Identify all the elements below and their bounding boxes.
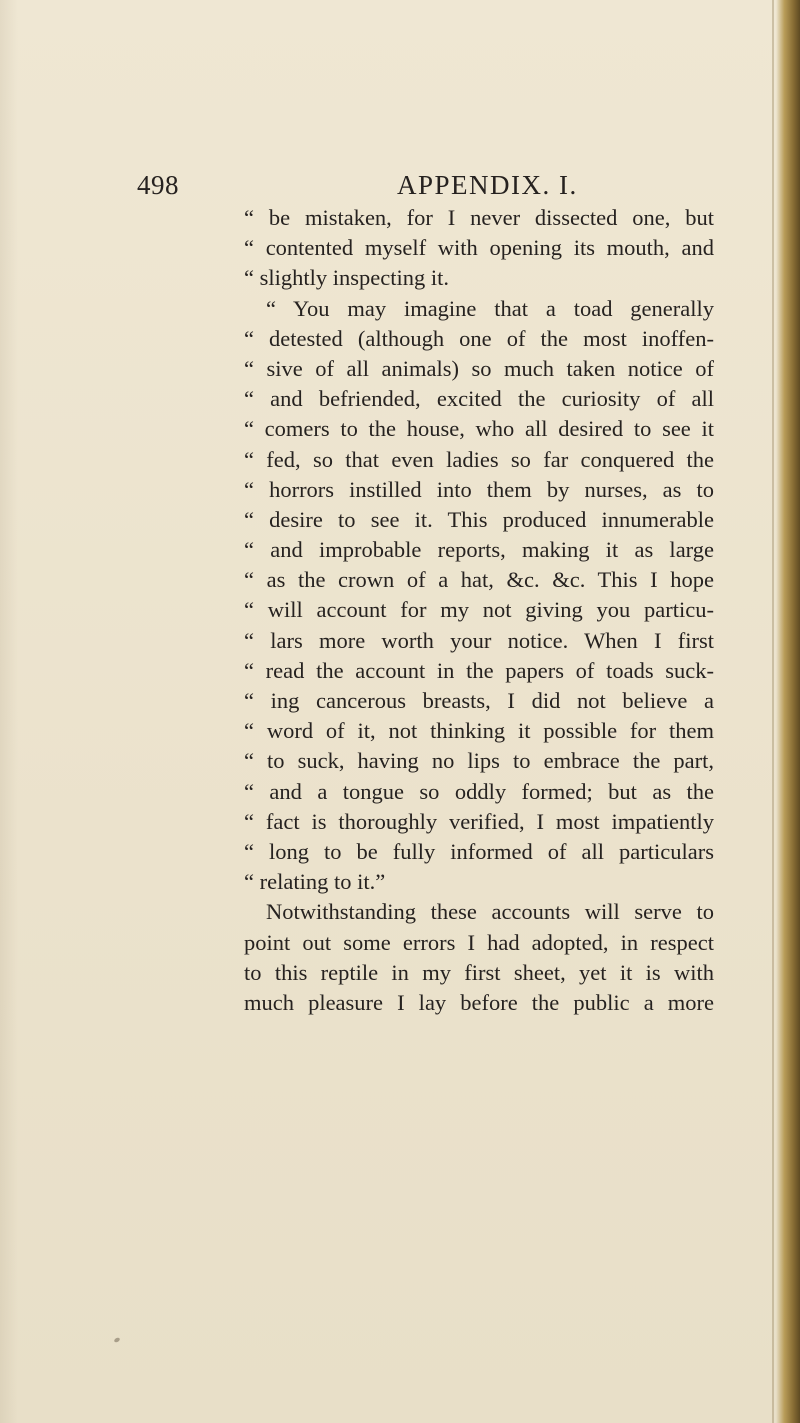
text-line: “ as the crown of a hat, &c. &c. This I hope — [244, 567, 714, 593]
text-line: “ relating to it.” — [244, 869, 386, 895]
text-line: “ fact is thoroughly verified, I most impatiently — [244, 808, 714, 834]
text-line: Notwithstanding these accounts will serve to — [266, 899, 714, 925]
ink-speck — [113, 1337, 120, 1343]
text-line: “ contented myself with opening its mouth, and — [244, 235, 714, 261]
text-line: “ detested (although one of the most inoffen- — [244, 325, 714, 351]
text-line: “ lars more worth your notice. When I first — [244, 627, 714, 653]
text-line: much pleasure I lay before the public a more — [244, 989, 714, 1015]
text-line: “ read the account in the papers of toads suck- — [244, 657, 714, 683]
page-edge-shadow — [776, 0, 800, 1423]
text-line: “ and a tongue so oddly formed; but as the — [244, 778, 714, 804]
text-line: “ comers to the house, who all desired to see it — [244, 416, 714, 442]
text-line: “ horrors instilled into them by nurses, as to — [244, 476, 714, 502]
text-line: “ word of it, not thinking it possible for them — [244, 718, 714, 744]
text-line: “ long to be fully informed of all particulars — [244, 838, 714, 864]
text-line: “ ing cancerous breasts, I did not believe a — [244, 688, 714, 713]
text-line: point out some errors I had adopted, in respect — [244, 929, 714, 955]
text-line: “ and improbable reports, making it as large — [244, 537, 714, 563]
text-line: “ be mistaken, for I never dissected one, but — [244, 205, 714, 230]
text-line: “ You may imagine that a toad generally — [266, 295, 714, 321]
text-line: “ to suck, having no lips to embrace the part, — [244, 748, 714, 774]
text-line: “ slightly inspecting it. — [244, 265, 449, 291]
text-line: “ desire to see it. This produced innumerable — [244, 506, 714, 532]
running-head: APPENDIX. I. — [397, 170, 578, 200]
text-line: “ fed, so that even ladies so far conquered the — [244, 446, 714, 472]
text-line: to this reptile in my first sheet, yet it is with — [244, 959, 714, 985]
page-number: 498 — [137, 170, 179, 200]
page-edge-line — [772, 0, 774, 1423]
text-line: “ sive of all animals) so much taken notice of — [244, 355, 714, 381]
body-text — [244, 203, 714, 1018]
text-line: “ and befriended, excited the curiosity of all — [244, 386, 714, 412]
text-line: “ will account for my not giving you particu- — [244, 597, 714, 623]
